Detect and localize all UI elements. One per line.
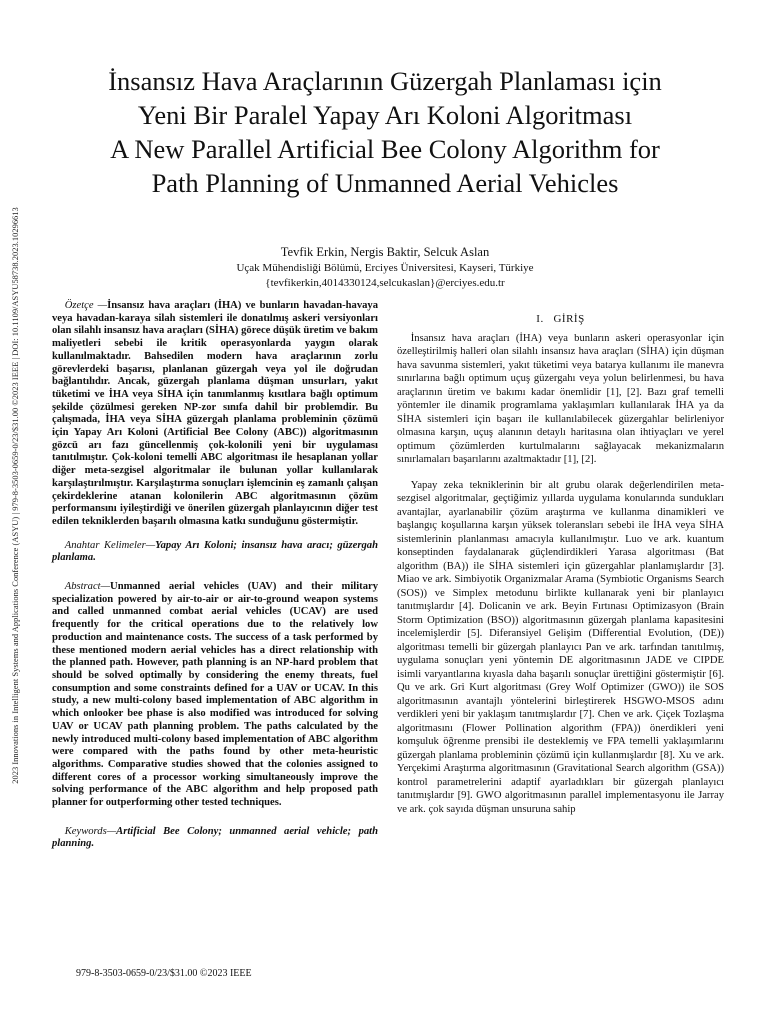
authors: Tevfik Erkin, Nergis Baktir, Selcuk Aslan [280, 245, 490, 259]
intro-paragraph-2: Yapay zeka tekniklerinin bir alt grubu olarak değerlendirilen meta-sezgisel algoritmalar, geçtiğimiz yıllarda uygulama konularında sundukları avantajlar, ayarlanabilir çözüm araştırma ve kullanma dinamikleri ve başlangıç koşullarına karşın yüksek toleransları sebebi ile İHA veya SİHA sistemlerinin planlanması amacıyla kullanılmıştır. Luo ve ark. kuantum konseptinden faydalanarak güçlendirdikleri Yarasa algoritması (Bat algorithm (BA)) ile SİHA sistemleri için güzergahlar planlamışlardır [3]. Miao ve ark. Simbiyotik Organizmalar Arama (Symbiotic Organisms Search (SOS)) ve Simplex metodunu birlikte kullanarak yeni bir planlayıcı tanıtmışlardır [4]. Dolicanin ve ark. Beyin Fırtınası Optimizasyon (Brain Storm Optimization (BSO)) algoritmasının güzergah planlama kapasitesini incelemişlerdir [5]. Diferansiyel Gelişim (Differential Evolution, (DE)) algoritması temelli bir güzergah planlayıcı Pan ve ark. tarfından tanıtılmış, uygulama sonuçları yeni yöntemin DE algoritmasının JADE ve CIPDE isimli varyantlarına kıyasla daha başarılı sonuçlar ürettiğini göstermiştir [6]. Qu ve ark. Gri Kurt algoritması (Grey Wolf Optimizer (GWO)) ile SOS algoritmasının avantajlı yöntelerini birleştirerek HSGWO-MSOS adını verdikleri yeni bir yaklaşım tanıtmışlardır [7]. Chen ve ark. Çiçek Tozlaşma algoritmasını (Flower Pollination algorithm (FPA)) önerdikleri yeni komşuluk öğrenme prensibi ile desteklemiş ve FPA temelli yaklaşımlarını güzergah planlama probleminin çözümü için kullanmışlardır [8]. Xu ve ark. Yerçekimi Araştırma algoritmasının (Gravitational Search algorithm (GSA)) kontrol parametrelerini adaptif ayarladıkları bir güzergah planlayıcı tanıtmışlardır [9]. GWO algoritmasının parallel implementasyonu ile Jarray ve ark. çok sayıda düşman unsuruna sahip [397, 479, 724, 815]
abstract-text: Unmanned aerial vehicles (UAV) and their military specialization powered by air-to-air or air-to-ground weapon systems and called unmanned combat aerial vehicles (UCAV) are used frequently for the critical operations due to the relatively low production and maintenance costs. The success of a task performed by these mentioned modern aerial vehicles has a direct relationship with the planned path. However, path planning is an NP-hard problem that should be solved optimally by considering the enemy threats, fuel consumption and some constraints defined for a UAV or UCAV. In this study, a new multi-colony based implementation of ABC algorithm in which onlooker bee phase is also modified was introduced for solving UAV or UCAV path planning problem. The paths calculated by the newly introduced multi-colony based implementation of ABC algorithm were compared with the paths found by other meta-heuristic algorithms. Comparative studies showed that the colonies assigned to different cores of a processor working simultaneously improve the solving performance of the ABC algorithm and help proposed path planner for outperforming other tested techniques. [52, 581, 378, 809]
keywords-text: Artificial Bee Colony; unmanned aerial vehicle; path planning. [52, 825, 378, 850]
section-title: GİRİŞ [553, 313, 585, 325]
ozetce-text: İnsansız hava araçları (İHA) ve bunların havadan-havaya veya havadan-karaya silah sistemleri ile donatılmış askeri versiyonları olan silahlı insansız hava araçları (SİHA) görece düşük üretim ve bakım maliyetleri sebebi ile kritik operasyonlarda yaygın olarak kullanılmaktadır. Bahsedilen modern hava araçlarının zorlu görevlerdeki başarısı, planlanan güzergah veya yol ile doğrudan bağlantılıdır. Ancak, güzergah planlama düşman unsurları, yakıt tüketimi ve İHA veya SİHA için tanımlanmış kısıtlara bağlı optimum şekilde çözülmesi gereken NP-zor sınıfa dahil bir problemdir. Bu çalışmada, İHA veya SİHA güzergah planlama probleminin çözümü için Yapay Arı Koloni (Artificial Bee Colony (ABC)) algoritmasının gözcü arı fazı güncellenmiş çok-kolonili yeni bir uygulaması tanıtılmıştır. Çok-koloni temelli ABC algoritması ile hesaplanan yollar diğer meta-sezgisel algoritmalar ile bulunan yollar kullanılarak karşılaştırılmıştır. Karşılaştırma sonuçları işlemcinin eş zamanlı çalışan çekirdeklerine atanan kolonilerin ABC algoritmasının çözüm performansını iyileştirdiği ve önerilen güzergah planlayıcının diğer test edilen tekniklerden başarılı olmasına katkı sunduğunu göstermiştir. [52, 300, 379, 527]
paper-title [40, 64, 730, 200]
title-tr-line-1: İnsansız Hava Araçlarının Güzergah Planlaması için [108, 66, 662, 96]
abstract-paragraph [52, 581, 378, 810]
abstract-lead: Abstract— [64, 581, 111, 593]
email: {tevfikerkin,4014330124,selcukaslan}@erciyes.edu.tr [265, 277, 505, 289]
right-column [397, 313, 724, 816]
intro-paragraph-1: İnsansız hava araçları (İHA) veya bunların askeri operasyonlar için özelleştirilmiş halleri olan silahlı insansız hava araçları (SİHA) için düşman hava savunma sistemleri, yakıt tüketimi veya batarya kullanımı ile manevra sınırlarına bağlı optimum uçuş güzergahı veya yolun belirlenmesi, bu hava araçlarının üretim ve bakımı kadar önemlidir [1], [2]. Bazı graf temelli yöntemler ile dinamik programlama yaklaşımları kullanılarak İHA ya da SİHA sistemleri için başarı ile kullanılabilecek güzergahlar belirleniyor olmasına karşın, uçuş alanının detaylı haritasına olan ihtiyaçları ve yerel optimum çözümlerden kurtulmalarını sağlayacak mekanizmaların sınırlamaları başarılarını azaltmaktadır [1], [2]. [397, 332, 724, 465]
section-number: I. [536, 313, 544, 325]
anahtar-kelimeler [52, 540, 378, 565]
copyright-line: 979-8-3503-0659-0/23/$31.00 ©2023 IEEE [76, 968, 252, 979]
title-tr-line-2: Yeni Bir Paralel Yapay Arı Koloni Algoritması [137, 100, 633, 130]
ozetce-paragraph [52, 300, 378, 529]
anahtar-text: Yapay Arı Koloni; insansız hava aracı; güzergah planlama. [52, 539, 378, 564]
keywords [52, 826, 378, 851]
title-en-line-2: Path Planning of Unmanned Aerial Vehicles [151, 168, 619, 198]
left-column [52, 300, 378, 851]
section-heading [397, 313, 724, 327]
title-en-line-1: A New Parallel Artificial Bee Colony Algorithm for [110, 134, 660, 164]
anahtar-lead: Anahtar Kelimeler— [64, 539, 156, 551]
margin-note [4, 180, 26, 810]
keywords-lead: Keywords— [64, 825, 117, 837]
ozetce-lead: Özetçe — [64, 300, 108, 311]
affiliation: Uçak Mühendisliği Bölümü, Erciyes Üniversitesi, Kayseri, Türkiye [236, 262, 534, 274]
margin-note-text: 2023 Innovations in Intelligent Systems and Applications Conference (ASYU) | 979-8-3503-0659-0/23/$31.00 ©2023 IEEE | DOI: 10.1109/ASYU58738.2023.10296613 [10, 206, 20, 784]
